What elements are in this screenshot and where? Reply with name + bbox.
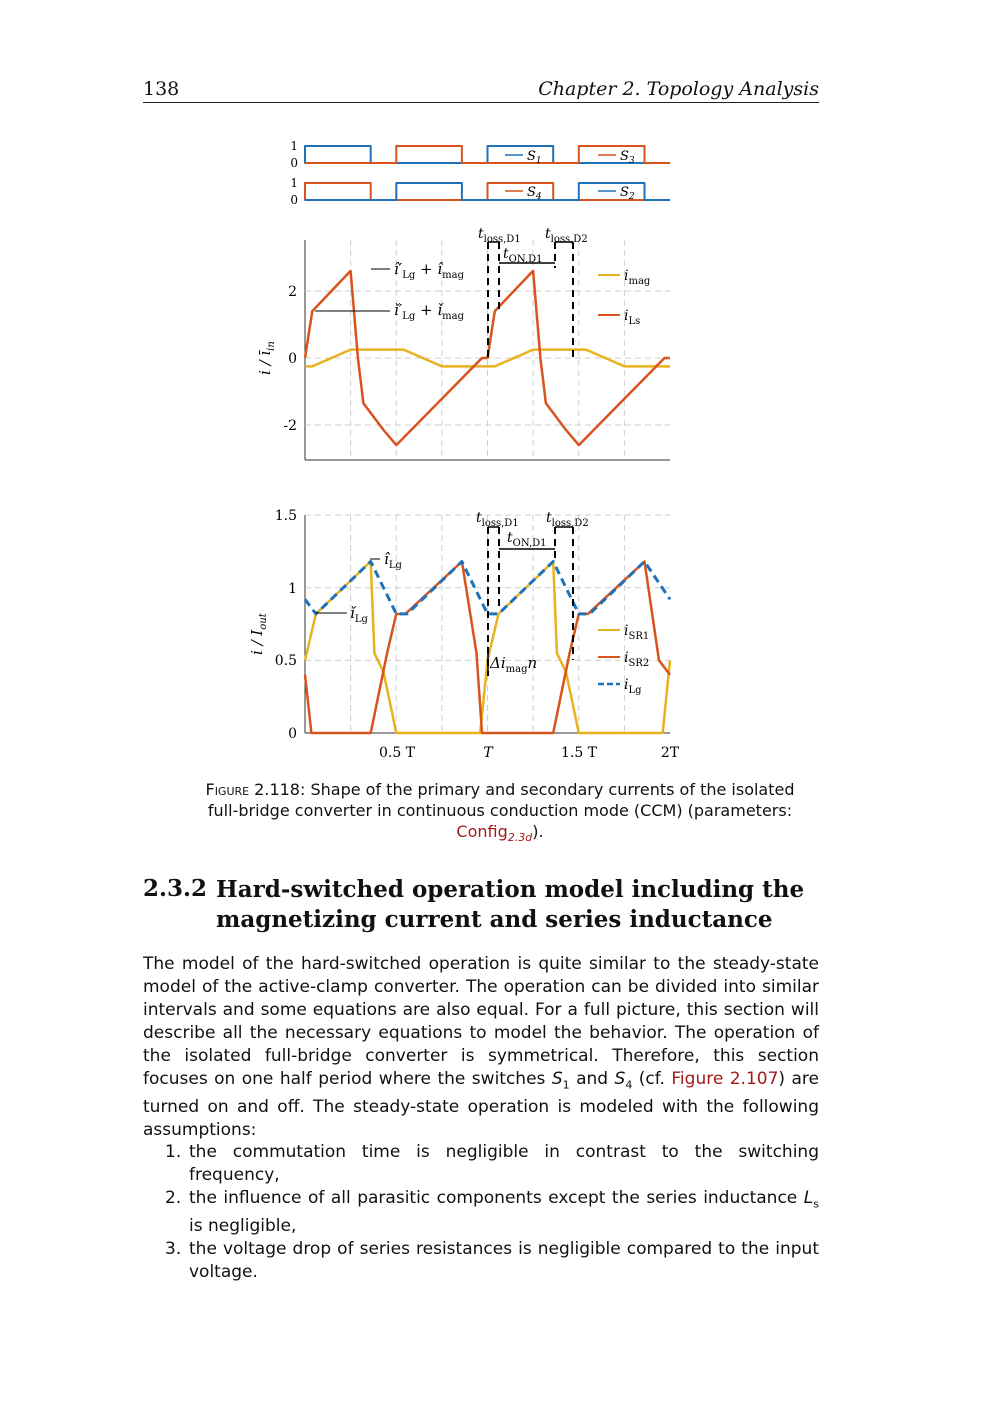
- svg-text:S2: $S_2$: [620, 185, 635, 202]
- ann-ilg-check: $ǐ_{Lg}$: [350, 604, 368, 625]
- bot-tloss-d1-label: $t_{loss,D1}$: [476, 510, 519, 529]
- ann-delta-imag: $\Delta i_{mag}n$: [490, 654, 538, 675]
- svg-text:S1: $S_1$: [527, 149, 542, 166]
- ann-ilg-hat: $î_{Lg}$: [384, 550, 402, 571]
- mid-tloss-d1-label: $t_{loss,D1}$: [478, 226, 521, 245]
- list-item: 3. the voltage drop of series resistances is negligible compared to the input voltage.: [165, 1239, 819, 1283]
- svg-text:S4: $S_4$: [527, 185, 542, 202]
- figure-link[interactable]: Figure 2.107: [671, 1069, 779, 1089]
- sw1-tick-0: 0: [290, 156, 298, 170]
- bot-legend: [598, 623, 649, 696]
- section-title: Hard-switched operation model including the magnetizing current and series inductance: [216, 876, 805, 933]
- x-tick-2T: 2T: [660, 745, 680, 761]
- svg-text:iLg: $i_{Lg}$: [624, 677, 642, 696]
- list-item: 2. the influence of all parasitic components except the series inductance $L_s$ is negligible,: [165, 1188, 819, 1237]
- mid-legend: [598, 268, 651, 327]
- svg-text:iSR1: $i_{SR1}$: [624, 623, 650, 642]
- bot-tick-05: 0.5: [274, 653, 297, 669]
- mid-tick-0: 0: [288, 351, 297, 367]
- bot-tick-0: 0: [288, 726, 297, 742]
- sw1-tick-1: 1: [290, 139, 298, 153]
- svg-text:imag: $i_{mag}$: [624, 268, 651, 287]
- mid-tick-m2: -2: [283, 418, 297, 434]
- x-tick-T: T: [483, 745, 493, 761]
- list-item: 1. the commutation time is negligible in contrast to the switching frequency,: [165, 1142, 819, 1185]
- running-header-chapter: Chapter 2. Topology Analysis: [538, 78, 819, 100]
- mid-ton-d1-label: $t_{ON,D1}$: [503, 246, 543, 265]
- svg-text:i / īin: i / $ī_{in}$: [256, 341, 277, 375]
- x-tick-05T: 0.5 T: [378, 745, 416, 761]
- sw2-tick-0: 0: [290, 193, 298, 207]
- page-number: 138: [143, 78, 180, 100]
- sw2-tick-1: 1: [290, 176, 298, 190]
- svg-text:iSR2: $i_{SR2}$: [624, 650, 650, 669]
- svg-text:iLs: $i_{Ls}$: [624, 308, 641, 327]
- caption-text: Shape of the primary and secondary currents of the isolated full-bridge converter in continuous conduction mode (CCM) (parameters:: [207, 780, 795, 820]
- mid-tloss-d2-label: $t_{loss,D2}$: [545, 226, 588, 245]
- bot-tloss-d2-label: $t_{loss,D2}$: [546, 510, 589, 529]
- section-number: 2.3.2: [143, 875, 208, 902]
- body-paragraph: The model of the hard-switched operation is quite similar to the steady-state model of the active-clamp converter. The operation can be divided into similar intervals and some equations are also equal. For a full picture, this section will describe all the necessary equations to model the behavior. The operation of the isolated full-bridge converter is symmetrical. Therefore, this section focuses on one half period where the switches $S_1$ and $S_4$ (cf. Figure 2.107) are turned on and off. The steady-state operation is modeled with the following assumptions:: [143, 954, 819, 1141]
- figure-caption: [200, 779, 800, 848]
- bot-ylabel: [248, 612, 269, 655]
- bot-tick-15: 1.5: [274, 508, 297, 524]
- mid-tick-2: 2: [288, 284, 297, 300]
- bot-ton-d1-label: $t_{ON,D1}$: [507, 530, 547, 549]
- bot-tick-1: 1: [288, 581, 297, 597]
- ann-lower-peak: $ǐ'_{Lg}$ + $ǐ_{mag}$: [394, 301, 465, 322]
- mid-ylabel: [256, 341, 277, 375]
- caption-suffix: ).: [532, 822, 544, 841]
- x-tick-15T: 1.5 T: [560, 745, 598, 761]
- caption-config-link[interactable]: Config$_{2.3d}$: [456, 822, 533, 845]
- svg-text:S3: $S_3$: [620, 149, 635, 166]
- assumptions-list: [143, 1141, 819, 1284]
- ann-upper-peak: $î'_{Lg}$ + $î_{mag}$: [394, 260, 465, 281]
- svg-text:i / Iout: i / $I_{out}$: [248, 613, 269, 655]
- caption-prefix: Figure 2.118:: [205, 780, 306, 799]
